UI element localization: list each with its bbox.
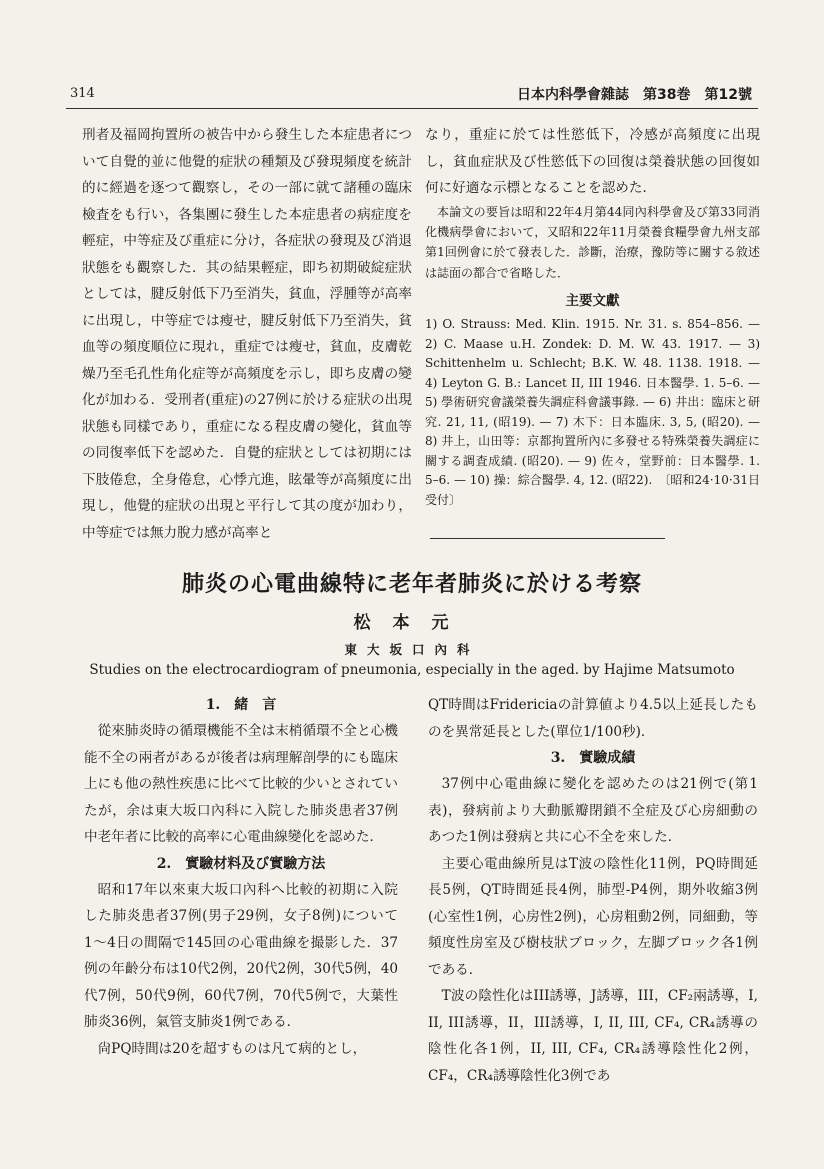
references-title: 主要文獻 bbox=[565, 293, 620, 310]
article-divider bbox=[430, 538, 665, 539]
section-3-heading: 3. 實驗成績 bbox=[550, 750, 636, 766]
section-1-text: 從來肺炎時の循環機能不全は末梢循環不全と心機能不全の兩者があるが後者は病理解剖學的にも臨床上にも他の熱性疾患に比べて比較的少いとされていたが，余は東大坂口內科に入院した肺炎患者37例中老年者に比較的高率に心電曲線變化を認めた． bbox=[84, 723, 398, 845]
article-title: 肺炎の心電曲線特に老年者肺炎に於ける考察 bbox=[181, 571, 642, 597]
section-2-text: 昭和17年以來東大坂口內科へ比較的初期に入院した肺炎患者37例(男子29例，女子8例)について1〜4日の間隔で145回の心電曲線を撮影した．37例の年齡分布は10代2例，20代2例，30代5例，40代7例，50代9例，60代7例，70代5例で，大葉性肺炎36例，氣管支肺炎1例である． bbox=[84, 881, 398, 1030]
prev-article-summary: 本論文の要旨は昭和22年4月第44同內科學會及び第33同消化機病學會において，又昭和22年11月榮養食糧學會九州支部第1回例會に於て發表した．診斷，治療，豫防等に關する敘述は誌面の都合で省略した． bbox=[425, 204, 760, 280]
article-right-column bbox=[428, 692, 758, 1089]
journal-header: 日本内科學會雜誌 第38巻 第12號 bbox=[517, 87, 752, 103]
article-affiliation: 東大坂口內科 bbox=[344, 642, 480, 657]
references-list: 1) O. Strauss: Med. Klin. 1915. Nr. 31. s. 854–856. — 2) C. Maase u.H. Zondek: D. M. W. 43. 1917. — 3) Schittenhelm u. Schlecht; B.K. W. 48. 1138. 1918. — 4) Leyton G. B.: Lancet II, III 1946. 日本醫學. 1. 5–6. — 5) 學術研究會議榮養失調症科會議事錄. — 6) 井出：臨床と研究. 21, 11, (昭19). — 7) 木下：日本臨床. 3, 5, (昭20). — 8) 井上，山田等：京都拘置所內に多發せる特殊榮養失調症に關する調査成績. (昭20). — 9) 佐々，堂野前：日本醫學. 1. 5–6. — 10) 操：綜合醫學. 4, 12. (昭22). 〔昭和24·10·31日受付〕 bbox=[425, 317, 760, 507]
section-3-text-2: 主要心電曲線所見はT波の陰性化11例，PQ時間延長5例，QT時間延長4例，肺型-P4例，期外收縮3例(心室性1例，心房性2例)，心房粗動2例，同細動，等頻度性房室及び樹枝狀ブロック，左脚ブロック各1例である． bbox=[428, 855, 758, 978]
section-2-text-cont: 尙PQ時間は20を超すものは凡て病的とし， bbox=[97, 1040, 367, 1057]
english-title: Studies on the electrocardiogram of pneumonia, especially in the aged. by Hajime Matsumoto bbox=[89, 662, 735, 678]
section-2-heading: 2. 實驗材料及び實驗方法 bbox=[156, 855, 326, 872]
prev-article-right-text: なり，重症に於ては性慾低下，冷感が高頻度に出現し，貧血症狀及び性慾低下の回復は榮養狀態の回復如何に好適な示標となることを認めた． bbox=[425, 127, 760, 196]
header-rule bbox=[66, 108, 758, 109]
section-1-heading: 1. 緒 言 bbox=[205, 697, 277, 713]
prev-article-left-column bbox=[82, 122, 412, 546]
prev-article-left-text: 刑者及福岡拘置所の被告中から發生した本症患者について自覺的並に他覺的症狀の種類及び發現頻度を統計的に經過を逐つて觀察し，その一部に就て諸種の臨床檢査をも行い，各集團に發生した本症患者の病症度を輕症，中等症及び重症に分け，各症狀の發現及び消退狀態をも觀察した．其の結果輕症，即ち初期破綻症狀としては，腱反射低下乃至消失，貧血，浮腫等が高率に出現し，中等症では瘦せ，腱反射低下乃至消失，貧血等の頻度順位に現れ，重症では瘦せ，貧血，皮膚乾燥乃至毛孔性角化症等が高頻度を示し，即ち皮膚の變化が加わる．受刑者(重症)の27例に於ける症狀の出現狀態も同樣であり，重症になる程皮膚の變化，貧血等の同復率低下を認めた．自覺的症狀としては初期には下肢倦怠，全身倦怠，心悸亢進，眩暈等が高頻度に出現し，他覺的症狀の出現と平行して其の度が加わり，中等症では無力脫力感が高率と bbox=[82, 127, 412, 541]
prev-article-right-column bbox=[425, 122, 760, 510]
article-left-column bbox=[84, 692, 398, 1062]
article-author: 松本元 bbox=[353, 613, 471, 633]
section-3-text-3: T波の陰性化はIII誘導，J誘導，III，CF₂兩誘導，I, II, III誘導，II，III誘導，I, II, III, CF₄, CR₄誘導の陰性化各1例，II, III, CF₄, CR₄誘導陰性化2例，CF₄，CR₄誘導陰性化3例であ bbox=[428, 988, 758, 1084]
page-number: 314 bbox=[70, 86, 95, 101]
qt-definition-text: QT時間はFridericiaの計算値より4.5以上延長したものを異常延長とした(單位1/100秒)． bbox=[428, 697, 758, 740]
section-3-text-1: 37例中心電曲線に變化を認めたのは21例で(第1表)，發病前より大動脈瓣閉鎖不全症及び心房細動のあつた1例は發病と共に心不全を來した． bbox=[428, 776, 758, 845]
